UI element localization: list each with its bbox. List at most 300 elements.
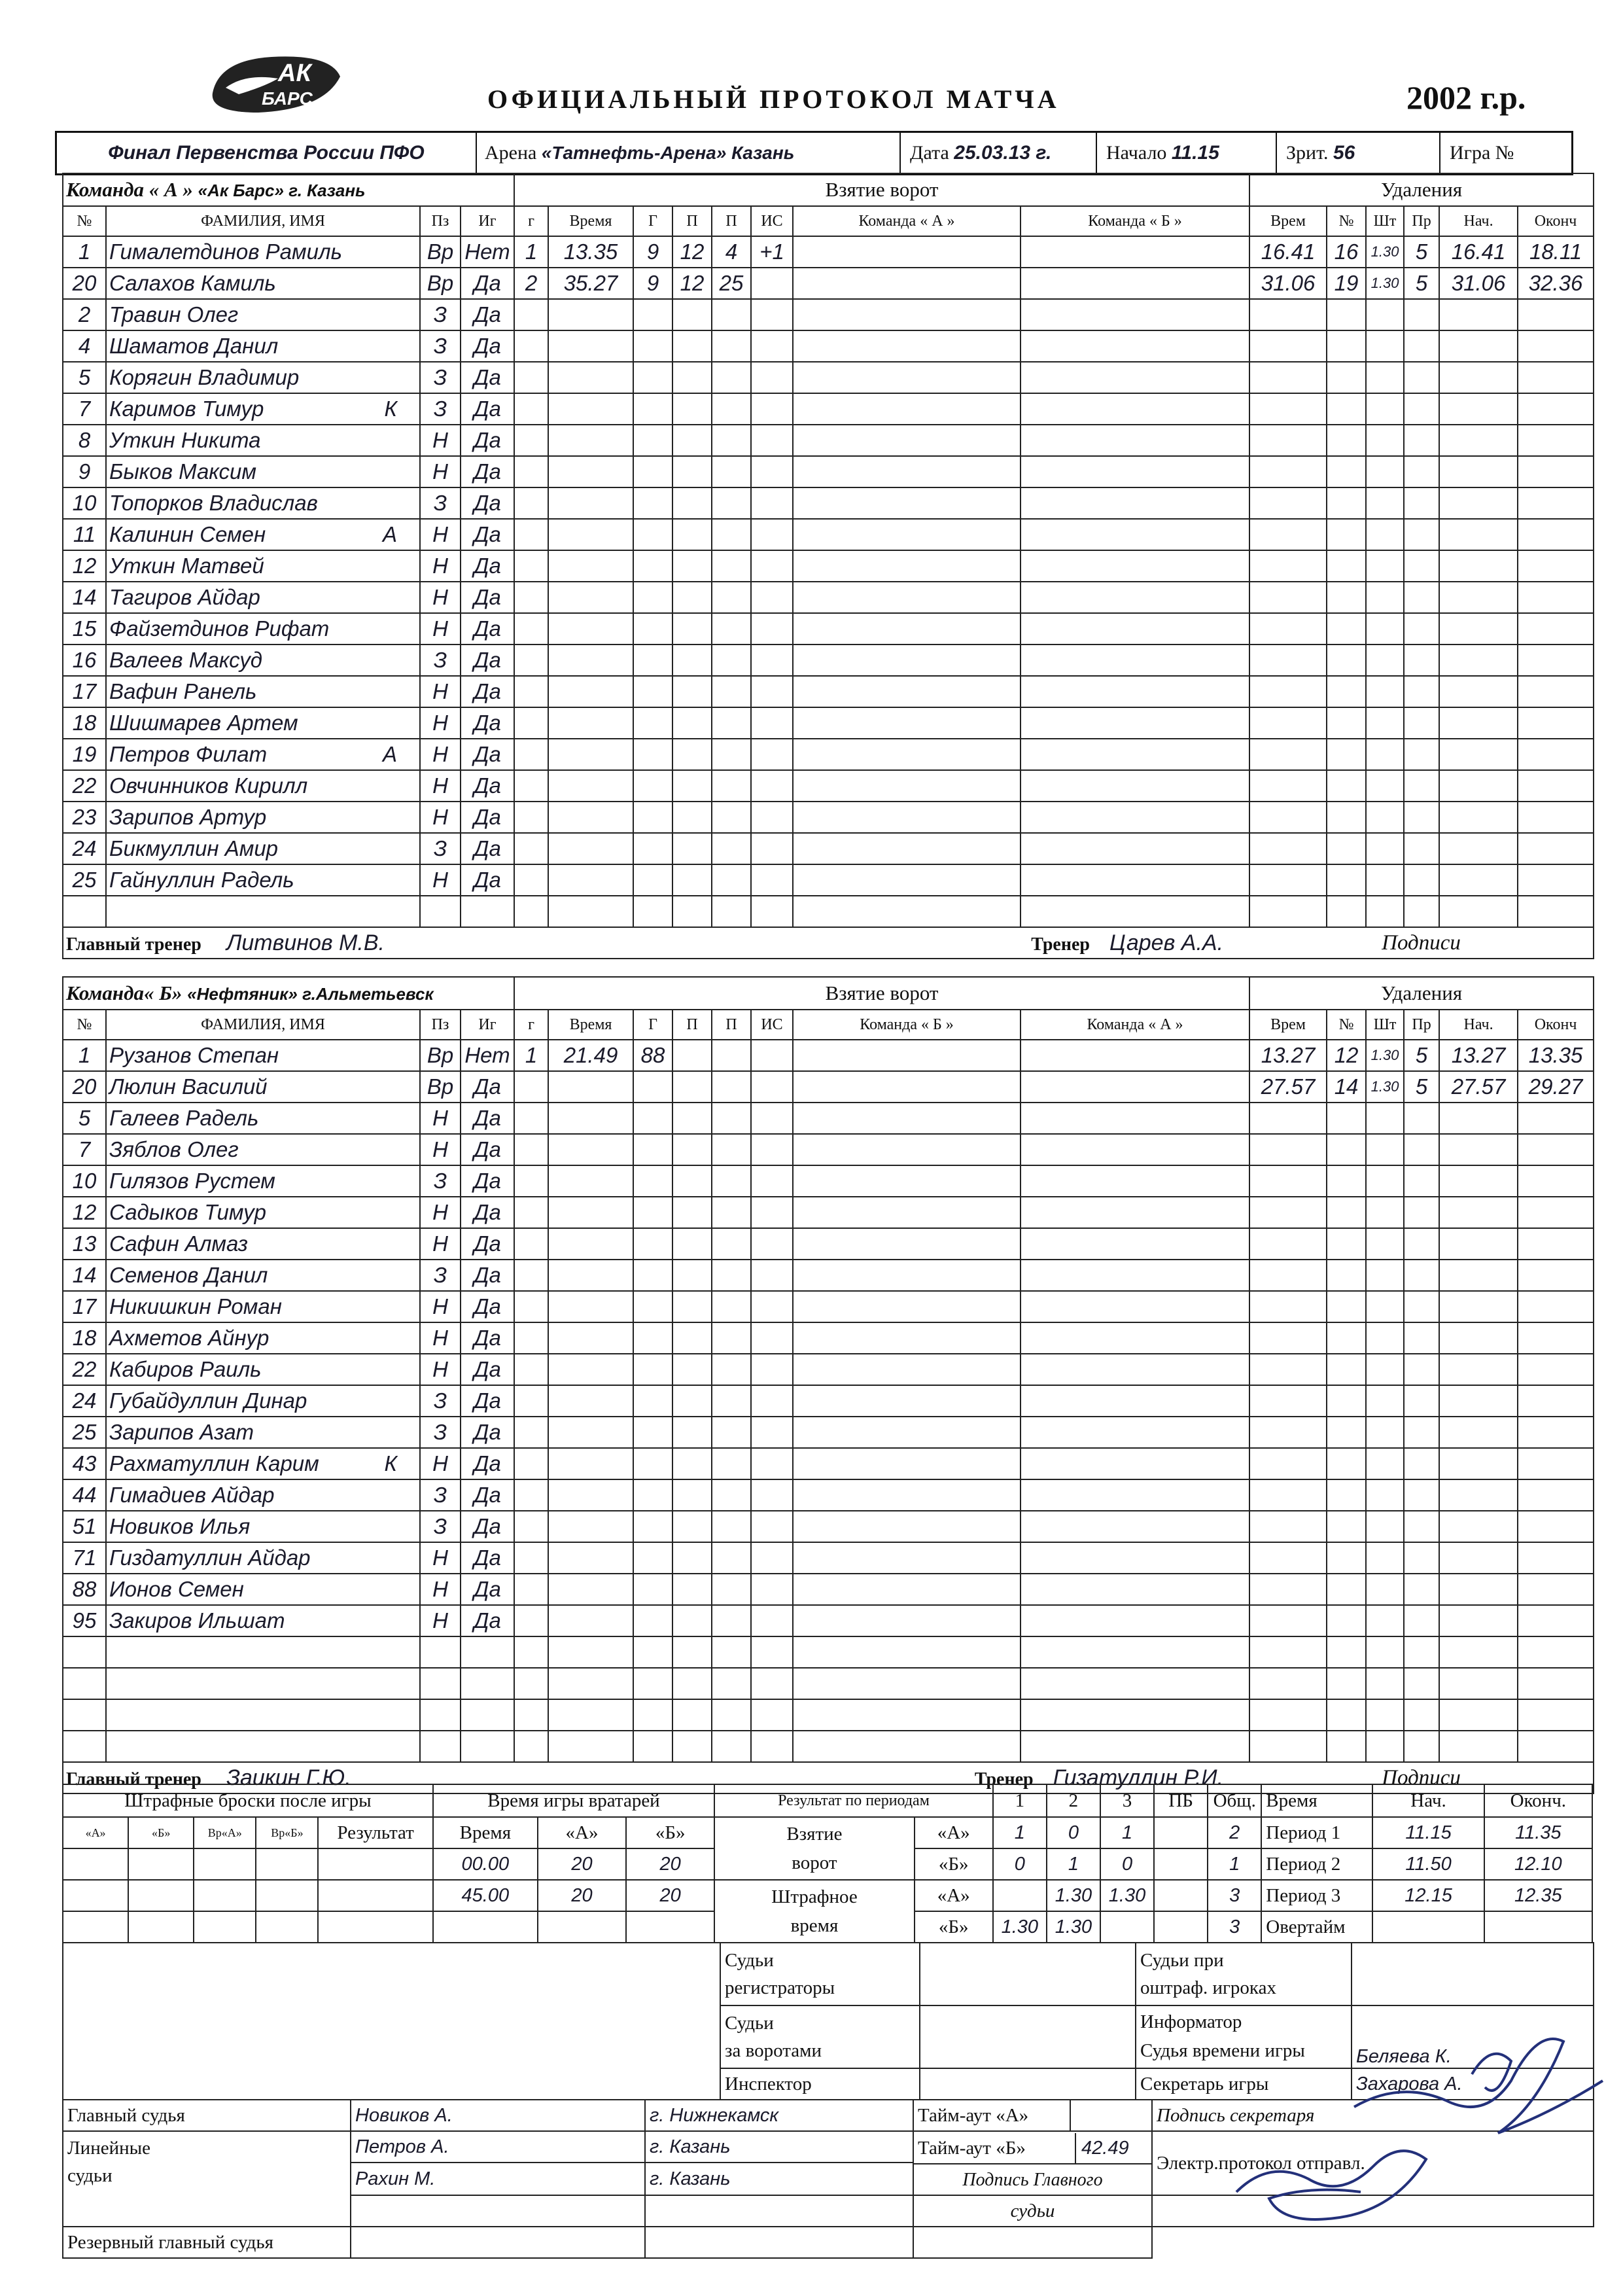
inspector-label: Инспектор: [720, 2068, 920, 2100]
empty-cell: [1021, 1511, 1249, 1542]
empty-cell: [1327, 707, 1366, 739]
team-b-table: [62, 976, 1594, 1794]
team_b-col-time: Время: [548, 1010, 633, 1040]
empty-cell: [751, 550, 793, 582]
empty-cell: [1249, 770, 1327, 802]
empty-cell: [1327, 1103, 1366, 1134]
player-number: 12: [63, 550, 106, 582]
empty-cell: [1021, 1040, 1249, 1071]
empty-cell: [712, 487, 751, 519]
empty-cell: [712, 582, 751, 613]
empty-cell: [514, 1511, 548, 1542]
empty-cell: [672, 676, 712, 707]
player-played: Да: [461, 864, 514, 896]
empty-cell: [751, 330, 793, 362]
team_a-col-pen-reason: Пр: [1404, 206, 1439, 236]
empty-cell: [1249, 1605, 1327, 1636]
empty-cell: [672, 707, 712, 739]
pen-b-label: «Б»: [915, 1911, 993, 1943]
empty-cell: [1404, 770, 1439, 802]
empty-cell: [1327, 864, 1366, 896]
empty-cell: [1439, 1322, 1518, 1354]
player-row: [63, 896, 1594, 927]
empty-cell: [672, 802, 712, 833]
empty-cell: [672, 1322, 712, 1354]
empty-cell: [1439, 1260, 1518, 1291]
empty-cell: [1439, 833, 1518, 864]
penalty-start: 31.06: [1439, 268, 1518, 299]
empty-cell: [1518, 707, 1594, 739]
empty-cell: [1021, 676, 1249, 707]
player-played: Да: [461, 1354, 514, 1385]
empty-cell: [514, 833, 548, 864]
empty-cell: [712, 456, 751, 487]
player-played: Да: [461, 1260, 514, 1291]
empty-cell: [633, 582, 672, 613]
team_b-col-no: №: [63, 1010, 106, 1040]
game-info-bar: [55, 131, 1573, 175]
empty-cell: [1021, 425, 1249, 456]
empty-cell: [514, 362, 548, 393]
empty-cell: [1021, 1228, 1249, 1260]
empty-cell: [1366, 299, 1404, 330]
main-judge-city: г. Нижнекамск: [645, 2100, 913, 2131]
empty-cell: [1439, 487, 1518, 519]
player-position: З: [420, 1511, 461, 1542]
empty-cell: [793, 1197, 1021, 1228]
empty-cell: [633, 330, 672, 362]
player-name-text: Шишмарев Артем: [109, 711, 298, 735]
empty-cell: [712, 613, 751, 645]
empty-cell: [1404, 1322, 1439, 1354]
pen-a-total: 3: [1208, 1880, 1261, 1911]
empty-cell: [1404, 582, 1439, 613]
empty-cell: [1366, 1636, 1404, 1668]
player-name-text: Гайнуллин Радель: [109, 868, 294, 892]
empty-cell: [633, 456, 672, 487]
goals-row-label: Взятие ворот: [714, 1817, 914, 1880]
empty-cell: [793, 1574, 1021, 1605]
empty-cell: [751, 1574, 793, 1605]
player-name-text: Семенов Данил: [109, 1263, 268, 1287]
empty-cell: [1366, 1417, 1404, 1448]
empty-cell: [1021, 1354, 1249, 1385]
empty-cell: [1021, 864, 1249, 896]
goals-b-p2: 1: [1047, 1848, 1100, 1880]
so-col-a: «А»: [63, 1817, 128, 1848]
player-row: [63, 1636, 1594, 1668]
empty-cell: [793, 1417, 1021, 1448]
player-row: [63, 393, 1594, 425]
empty-cell: [1249, 645, 1327, 676]
so-result: Результат: [318, 1817, 432, 1848]
empty-cell: [1249, 519, 1327, 550]
empty-cell: [712, 864, 751, 896]
player-name: [106, 425, 420, 456]
empty-cell: [633, 645, 672, 676]
player-number: 5: [63, 1103, 106, 1134]
empty-cell: [633, 1228, 672, 1260]
empty-cell: [1021, 1260, 1249, 1291]
player-position: З: [420, 1385, 461, 1417]
timeout-b-value: 42.49: [1081, 2138, 1129, 2159]
goal-g: 9: [633, 268, 672, 299]
empty-cell: [712, 1574, 751, 1605]
empty-cell: [793, 236, 1021, 268]
empty-cell: [1518, 425, 1594, 456]
empty-cell: [793, 1134, 1021, 1165]
empty-cell: [1327, 1417, 1366, 1448]
empty-cell: [1327, 896, 1366, 927]
empty-cell: [514, 550, 548, 582]
empty-cell: [548, 1322, 633, 1354]
player-number: 1: [63, 236, 106, 268]
player-name: [106, 550, 420, 582]
empty-cell: [514, 896, 548, 927]
empty-cell: [548, 1260, 633, 1291]
empty-cell: [712, 519, 751, 550]
empty-cell: [712, 1322, 751, 1354]
player-played: Да: [461, 425, 514, 456]
empty-cell: [1518, 1322, 1594, 1354]
empty-cell: [672, 1542, 712, 1574]
empty-cell: [548, 582, 633, 613]
empty-cell: [1021, 1574, 1249, 1605]
player-number: 10: [63, 1165, 106, 1197]
player-position: Н: [420, 1134, 461, 1165]
timeout-b-label: Тайм-аут «Б»: [914, 2133, 1076, 2163]
empty-cell: [1404, 739, 1439, 770]
player-position: З: [420, 1165, 461, 1197]
coach-name: Царев А.А.: [1109, 930, 1224, 955]
period-3-start: 12.15: [1372, 1880, 1484, 1911]
empty-cell: [548, 613, 633, 645]
empty-cell: [548, 1448, 633, 1479]
so-col-ga: Вр«А»: [194, 1817, 256, 1848]
empty-cell: [106, 1636, 420, 1668]
empty-cell: [751, 1228, 793, 1260]
empty-cell: [1249, 1699, 1327, 1731]
player-position: Н: [420, 1574, 461, 1605]
player-name-text: Зарипов Азат: [109, 1420, 254, 1444]
empty-cell: [1439, 456, 1518, 487]
empty-cell: [1327, 1354, 1366, 1385]
team_b-col-G: Г: [633, 1010, 672, 1040]
player-name-text: Никишкин Роман: [109, 1294, 282, 1318]
empty-cell: [712, 1511, 751, 1542]
penalty-no: 12: [1327, 1040, 1366, 1071]
empty-cell: [1021, 1385, 1249, 1417]
empty-cell: [1404, 1228, 1439, 1260]
empty-cell: [1327, 1668, 1366, 1699]
penalty-start: 27.57: [1439, 1071, 1518, 1103]
empty-cell: [1366, 519, 1404, 550]
empty-cell: [633, 1511, 672, 1542]
empty-cell: [1404, 1134, 1439, 1165]
empty-cell: [1021, 613, 1249, 645]
period-3-label: Период 3: [1261, 1880, 1372, 1911]
empty-cell: [1249, 1260, 1327, 1291]
head-coach-label: Главный тренер: [66, 934, 201, 955]
empty-cell: [548, 802, 633, 833]
empty-cell: [751, 896, 793, 927]
player-played: Да: [461, 299, 514, 330]
penalty-no: 19: [1327, 268, 1366, 299]
empty-cell: [1366, 1197, 1404, 1228]
pen-b-total: 3: [1208, 1911, 1261, 1943]
empty-cell: [63, 1731, 106, 1762]
empty-cell: [1518, 1731, 1594, 1762]
empty-cell: [1518, 1511, 1594, 1542]
empty-cell: [1327, 770, 1366, 802]
player-row: [63, 613, 1594, 645]
period-1-label: Период 1: [1261, 1817, 1372, 1848]
goals-b-p1: 0: [993, 1848, 1047, 1880]
player-name: [106, 582, 420, 613]
player-role: А: [382, 522, 397, 546]
player-position: З: [420, 393, 461, 425]
empty-cell: [633, 1071, 672, 1103]
empty-cell: [751, 1134, 793, 1165]
svg-text:АК: АК: [278, 60, 311, 87]
empty-cell: [633, 739, 672, 770]
empty-cell: [1021, 1322, 1249, 1354]
empty-cell: [712, 707, 751, 739]
empty-cell: [1518, 770, 1594, 802]
team_a-col-name: ФАМИЛИЯ, ИМЯ: [106, 206, 420, 236]
empty-cell: [1366, 1574, 1404, 1605]
player-row: [63, 1605, 1594, 1636]
team_b-col-pen-end: Оконч: [1518, 1010, 1594, 1040]
team_a-col-pos: Пз: [420, 206, 461, 236]
player-name-text: Петров Филат: [109, 742, 268, 766]
empty-cell: [672, 456, 712, 487]
empty-cell: [1439, 393, 1518, 425]
empty-cell: [751, 707, 793, 739]
empty-cell: [751, 1731, 793, 1762]
game-number-field: Игра №: [1450, 142, 1514, 164]
empty-cell: [1249, 1668, 1327, 1699]
empty-cell: [1249, 582, 1327, 613]
main-judge-signature-label: Подпись Главного: [962, 2170, 1103, 2190]
empty-cell: [1439, 770, 1518, 802]
period-2-start: 11.50: [1372, 1848, 1484, 1880]
player-position: З: [420, 1479, 461, 1511]
empty-cell: [1518, 1542, 1594, 1574]
empty-cell: [751, 676, 793, 707]
player-name: [106, 1165, 420, 1197]
empty-cell: [106, 1668, 420, 1699]
empty-cell: [672, 1574, 712, 1605]
player-row: [63, 1574, 1594, 1605]
empty-cell: [514, 1542, 548, 1574]
team_b-col-P2: П: [712, 1010, 751, 1040]
empty-cell: [1249, 1448, 1327, 1479]
player-played: Да: [461, 613, 514, 645]
player-played: Да: [461, 1417, 514, 1448]
player-name-text: Сафин Алмаз: [109, 1231, 249, 1256]
empty-cell: [712, 1197, 751, 1228]
goal-time: 13.35: [548, 236, 633, 268]
empty-cell: [1518, 582, 1594, 613]
empty-cell: [1366, 330, 1404, 362]
empty-cell: [548, 896, 633, 927]
team_b-col-pos: Пз: [420, 1010, 461, 1040]
player-name: [106, 1354, 420, 1385]
empty-cell: [1439, 645, 1518, 676]
empty-cell: [514, 1574, 548, 1605]
empty-cell: [1249, 1134, 1327, 1165]
empty-cell: [1439, 425, 1518, 456]
empty-cell: [514, 582, 548, 613]
empty-cell: [514, 1448, 548, 1479]
shootout-label: Штрафные броски после игры: [63, 1784, 433, 1817]
empty-cell: [1518, 1103, 1594, 1134]
empty-cell: [548, 1228, 633, 1260]
penalty-end: 18.11: [1518, 236, 1594, 268]
empty-cell: [1518, 833, 1594, 864]
empty-cell: [712, 896, 751, 927]
document-title: ОФИЦИАЛЬНЫЙ ПРОТОКОЛ МАТЧА: [487, 84, 1060, 114]
empty-cell: [1327, 487, 1366, 519]
empty-cell: [1439, 362, 1518, 393]
empty-cell: [1439, 1385, 1518, 1417]
gk-row-1-time: 00.00: [433, 1848, 538, 1880]
player-name: [106, 707, 420, 739]
empty-cell: [712, 362, 751, 393]
empty-cell: [1439, 299, 1518, 330]
empty-cell: [793, 707, 1021, 739]
document-year: 2002 г.р.: [1406, 79, 1526, 116]
empty-cell: [1366, 1134, 1404, 1165]
empty-cell: [1327, 1731, 1366, 1762]
empty-cell: [106, 1731, 420, 1762]
player-name-text: Шаматов Данил: [109, 334, 279, 358]
player-number: 25: [63, 1417, 106, 1448]
player-name-text: Зяблов Олег: [109, 1137, 239, 1161]
empty-cell: [1518, 645, 1594, 676]
empty-cell: [751, 1636, 793, 1668]
empty-cell: [1327, 802, 1366, 833]
empty-cell: [1366, 1511, 1404, 1542]
player-name: [106, 1103, 420, 1134]
player-name-text: Валеев Максуд: [109, 648, 262, 672]
empty-cell: [1327, 519, 1366, 550]
player-row: [63, 1197, 1594, 1228]
empty-cell: [1021, 802, 1249, 833]
empty-cell: [712, 1668, 751, 1699]
empty-cell: [1366, 393, 1404, 425]
empty-cell: [712, 425, 751, 456]
team_a-name: «Ак Барс» г. Казань: [198, 181, 366, 200]
period-1-start: 11.15: [1372, 1817, 1484, 1848]
empty-cell: [1249, 1165, 1327, 1197]
empty-cell: [1518, 362, 1594, 393]
player-number: 22: [63, 770, 106, 802]
player-position: З: [420, 362, 461, 393]
empty-cell: [793, 864, 1021, 896]
team_a-col-g: г: [514, 206, 548, 236]
player-row: [63, 425, 1594, 456]
team_a-col-pen-time: Врем: [1249, 206, 1327, 236]
empty-cell: [1439, 613, 1518, 645]
player-position: Вр: [420, 1071, 461, 1103]
summary-table-top: [62, 1784, 1593, 1943]
empty-cell: [1366, 1448, 1404, 1479]
empty-cell: [1439, 1228, 1518, 1260]
empty-cell: [1404, 330, 1439, 362]
empty-cell: [1439, 707, 1518, 739]
empty-cell: [751, 1417, 793, 1448]
empty-cell: [420, 1699, 461, 1731]
empty-cell: [1366, 1260, 1404, 1291]
player-name-text: Уткин Матвей: [109, 554, 264, 578]
empty-cell: [1021, 1165, 1249, 1197]
gk-row-2-b: 20: [626, 1880, 714, 1911]
empty-cell: [712, 1134, 751, 1165]
player-position: З: [420, 487, 461, 519]
player-played: Да: [461, 770, 514, 802]
start-header: Нач.: [1372, 1784, 1484, 1817]
player-name-text: Овчинников Кирилл: [109, 773, 308, 798]
empty-cell: [1404, 1574, 1439, 1605]
player-played: Да: [461, 1542, 514, 1574]
empty-cell: [1366, 1165, 1404, 1197]
empty-cell: [712, 645, 751, 676]
goal-p1: [672, 1040, 712, 1071]
player-number: 20: [63, 268, 106, 299]
player-row: [63, 739, 1594, 770]
player-row: [63, 770, 1594, 802]
empty-cell: [1249, 1354, 1327, 1385]
empty-cell: [793, 1260, 1021, 1291]
player-played: Да: [461, 362, 514, 393]
empty-cell: [751, 1354, 793, 1385]
team_b-col-pen-time: Врем: [1249, 1010, 1327, 1040]
empty-cell: [672, 299, 712, 330]
player-name-text: Люлин Василий: [109, 1074, 268, 1099]
empty-cell: [548, 645, 633, 676]
empty-cell: [1404, 1479, 1439, 1511]
empty-cell: [548, 299, 633, 330]
player-number: 25: [63, 864, 106, 896]
gk-row-2-a: 20: [538, 1880, 626, 1911]
player-position: Вр: [420, 268, 461, 299]
empty-cell: [1404, 707, 1439, 739]
empty-cell: [514, 1354, 548, 1385]
empty-cell: [1327, 1165, 1366, 1197]
empty-cell: [1404, 1699, 1439, 1731]
empty-cell: [1021, 1197, 1249, 1228]
empty-cell: [1249, 1103, 1327, 1134]
team_a-signatures: Подписи: [1249, 927, 1594, 959]
player-row: [63, 1542, 1594, 1574]
empty-cell: [751, 1071, 793, 1103]
empty-cell: [1439, 1197, 1518, 1228]
empty-cell: [793, 1040, 1021, 1071]
player-row: [63, 1354, 1594, 1385]
empty-cell: [751, 456, 793, 487]
goal-judges-label: Судьи за воротами: [720, 2005, 920, 2068]
penalty-reason: 5: [1404, 236, 1439, 268]
empty-cell: [1021, 330, 1249, 362]
empty-cell: [751, 582, 793, 613]
empty-cell: [514, 519, 548, 550]
empty-cell: [1366, 707, 1404, 739]
empty-cell: [793, 739, 1021, 770]
player-position: Н: [420, 1197, 461, 1228]
empty-cell: [1249, 1636, 1327, 1668]
